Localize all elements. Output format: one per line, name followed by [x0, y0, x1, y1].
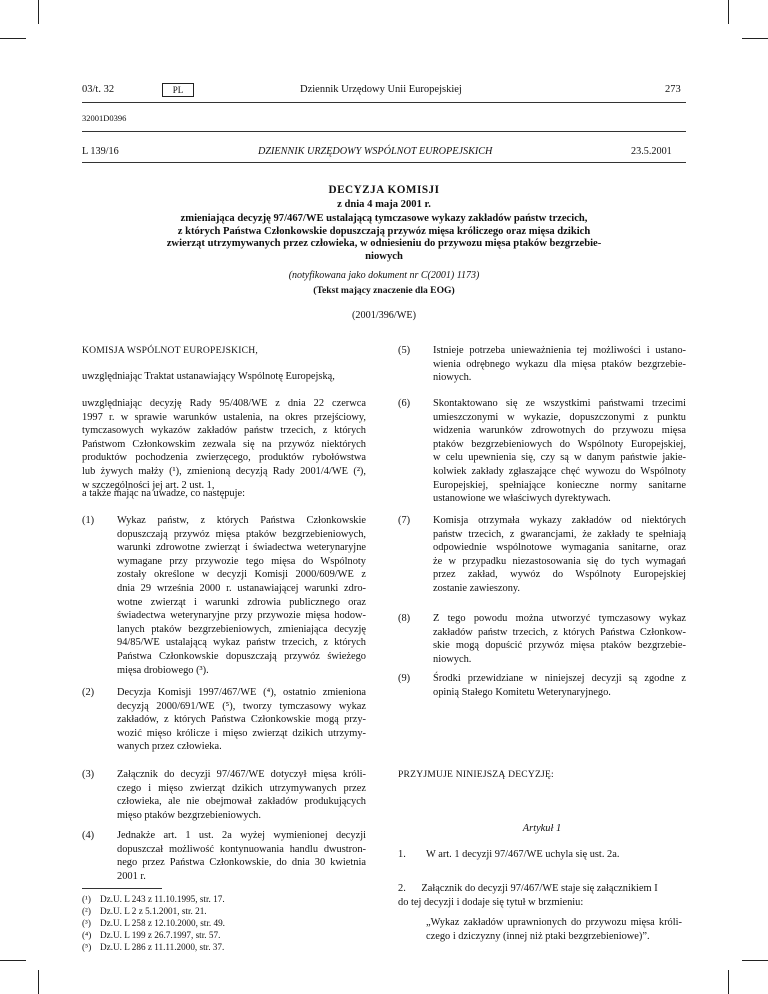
recital-number: (8)	[398, 613, 411, 624]
recital-number: (7)	[398, 515, 411, 526]
subject-line: zwierząt utrzymywanych przez człowieka, w odniesieniu do przywozu mięsa ptaków bezgrzebie-	[166, 238, 602, 250]
paragraph-text: W art. 1 decyzji 97/467/WE uchyla się ust. 2a.	[426, 849, 620, 860]
article-heading: Artykuł 1	[522, 823, 562, 834]
treaty-citation: uwzględniając Traktat ustanawiający Wspólnotę Europejską,	[82, 371, 335, 382]
footnote-marker: (²)	[82, 906, 91, 916]
adoption-formula: PRZYJMUJE NINIEJSZĄ DECYZJĘ:	[398, 769, 554, 780]
footnote-text: Dz.U. L 243 z 11.10.1995, str. 17.	[100, 894, 225, 904]
recital-text: Komisja otrzymała wykazy zakładów od niektórych państw trzecich, z gwarancjami, że zakłady te spełniają odpowiednie wspólnotowe wymagania sanitarne, oraz że w przypadku niezastosowania się do tych wymagań przez zakład, wywóz do Wspólnoty Europejskiej zostanie zawieszony.	[433, 515, 686, 594]
paragraph-text: 2. Załącznik do decyzji 97/467/WE staje się załącznikiem I	[398, 883, 658, 894]
running-rule-bottom	[82, 162, 686, 163]
language-box: PL	[162, 83, 194, 97]
footnote-marker: (¹)	[82, 894, 91, 904]
recital-number: (1)	[82, 515, 95, 526]
crop-mark	[728, 0, 729, 24]
crop-mark	[728, 970, 729, 994]
footnote-text: Dz.U. L 286 z 11.11.2000, str. 37.	[100, 942, 225, 952]
council-citation: uwzględniając decyzję Rady 95/408/WE z dnia 22 czerwca 1997 r. w sprawie warunków ustalenia, na okres przejściowy, tymczasowych wykazów zakładów państw trzecich, z których Państwom Członkowskim zezwala się na przywóz niektórych produktów pochodzenia zwierzęcego, produktów rybołówstwa lub żywych małży (¹), zmienioną decyzją Rady 2001/4/WE (²), w szczególności jej art. 2 ust. 1,	[82, 398, 366, 491]
recital-text: Środki przewidziane w niniejszej decyzji są zgodne z opinią Stałego Komitetu Weterynaryjnego.	[433, 673, 686, 698]
footnote-marker: (⁴)	[82, 930, 92, 940]
decision-subject	[82, 213, 686, 263]
crop-mark	[742, 960, 768, 961]
recital-text: Z tego powodu można utworzyć tymczasowy wykaz zakładów państw trzecich, z których Państwa Członkow- skie mogą dopuścić przywóz mięsa ptaków bezgrzebie- niowych.	[433, 613, 686, 665]
decision-reference: (2001/396/WE)	[352, 310, 416, 321]
footnote-text: Dz.U. L 2 z 5.1.2001, str. 21.	[100, 906, 207, 916]
paragraph-text: do tej decyzji i dodaje się tytuł w brzmieniu:	[398, 897, 584, 908]
decision-date: z dnia 4 maja 2001 r.	[337, 199, 431, 210]
footnote-marker: (³)	[82, 918, 91, 928]
recital-text: Jednakże art. 1 ust. 2a wyżej wymienionej decyzji dopuszczał możliwość kontynuowania handlu dwustron- nego przez Państwa Członkowskie, do dnia 30 kwietnia 2001 r.	[117, 830, 366, 882]
whereas-intro: a także mając na uwadze, co następuje:	[82, 488, 245, 499]
running-rule-top	[82, 131, 686, 132]
crop-mark	[0, 38, 26, 39]
recital-number: (2)	[82, 687, 95, 698]
footnote-text: Dz.U. L 258 z 12.10.2000, str. 49.	[100, 918, 225, 928]
running-page-ref: L 139/16	[82, 146, 119, 157]
recital-number: (3)	[82, 769, 95, 780]
header-rule	[82, 102, 686, 103]
journal-title: Dziennik Urzędowy Unii Europejskiej	[300, 84, 462, 95]
annex-title-quote: „Wykaz zakładów uprawnionych do przywozu mięsa króli- czego i dziczyzny (innej niż ptaki bezgrzebieniowe)”.	[426, 917, 682, 942]
notification-note: (notyfikowana jako dokument nr C(2001) 1173)	[288, 270, 480, 281]
recital-text: Załącznik do decyzji 97/467/WE dotyczył mięsa króli- czego i mięso zwierząt dzikich utrzymywanych przez człowieka, ale nie obejmował zakładów produkujących mięso ptaków bezgrzebieniowych.	[117, 769, 366, 821]
paragraph-number: 1.	[398, 849, 406, 860]
subject-line: zmieniająca decyzję 97/467/WE ustalającą tymczasowe wykazy zakładów państw trzecich,	[180, 213, 588, 224]
issue-number: 03/t. 32	[82, 84, 115, 95]
recital-text: Istnieje potrzeba unieważnienia tej możliwości i ustano- wienia odrębnego wykazu dla mięsa ptaków bezgrzebie- niowych.	[433, 345, 686, 384]
crop-mark	[0, 960, 26, 961]
subject-line: niowych	[365, 250, 403, 262]
crop-mark	[742, 38, 768, 39]
recital-text: Decyzja Komisji 1997/467/WE (⁴), ostatnio zmieniona decyzją 2000/691/WE (⁵), tworzy tymczasowy wykaz zakładów, z których Państwa Członkowskie mogą przy- wozić mięso królicze i mięso zwierząt dzikich utrzymy- wanych przez człowieka.	[117, 687, 366, 753]
eea-relevance: (Tekst mający znaczenie dla EOG)	[313, 285, 455, 296]
recital-text: Wykaz państw, z których Państwa Członkowskie dopuszczają przywóz mięsa ptaków bezgrzebieniowych, warunki zdrowotne zwierząt i świadectwa weterynaryjne wymagane przy przywozie tego mięsa do Wspólnoty zostały określone w decyzji Komisji 2000/609/WE z dnia 29 września 2000 r. ustanawiającej warunki zdro- wotne zwierząt i warunki zdrowia publicznego oraz świadectwa weterynaryjne przy przywozie mięsa hodow- lanych ptaków bezgrzebieniowych, zmieniająca decyzję 94/85/WE ustalającą wykaz państw trzecich, z których Państwa Członkowskie dopuszczają przywóz świeżego mięsa drobiowego (³).	[117, 515, 366, 676]
running-journal: DZIENNIK URZĘDOWY WSPÓLNOT EUROPEJSKICH	[258, 146, 493, 157]
page-number: 273	[665, 84, 681, 95]
recital-number: (4)	[82, 830, 95, 841]
footnote-marker: (⁵)	[82, 942, 92, 952]
recital-number: (5)	[398, 345, 411, 356]
crop-mark	[38, 0, 39, 24]
commission-preamble: KOMISJA WSPÓLNOT EUROPEJSKICH,	[82, 345, 258, 356]
document-code: 32001D0396	[82, 113, 127, 123]
decision-heading: DECYZJA KOMISJI	[328, 184, 440, 196]
crop-mark	[38, 970, 39, 994]
subject-line: z których Państwa Członkowskie dopuszczają przywóz mięsa króliczego oraz mięsa dzikich	[177, 225, 591, 237]
footnote-rule	[82, 888, 162, 889]
recital-text: Skontaktowano się ze wszystkimi państwami trzecimi umieszczonymi w wykazie, dopuszczonymi z punktu widzenia warunków zdrowotnych do przywozu mięsa ptaków bezgrzebieniowych do Wspólnoty Europejskiej, w celu upewnienia się, czy są w danym państwie jakie- kolwiek zakłady zgłaszające chęć wywozu do Wspólnoty Europejskiej, spełniające konieczne normy sanitarne ustanowione we właściwych dyrektywach.	[433, 398, 686, 505]
recital-number: (6)	[398, 398, 411, 409]
recital-number: (9)	[398, 673, 411, 684]
footnote-text: Dz.U. L 199 z 26.7.1997, str. 57.	[100, 930, 221, 940]
running-date: 23.5.2001	[631, 146, 672, 157]
